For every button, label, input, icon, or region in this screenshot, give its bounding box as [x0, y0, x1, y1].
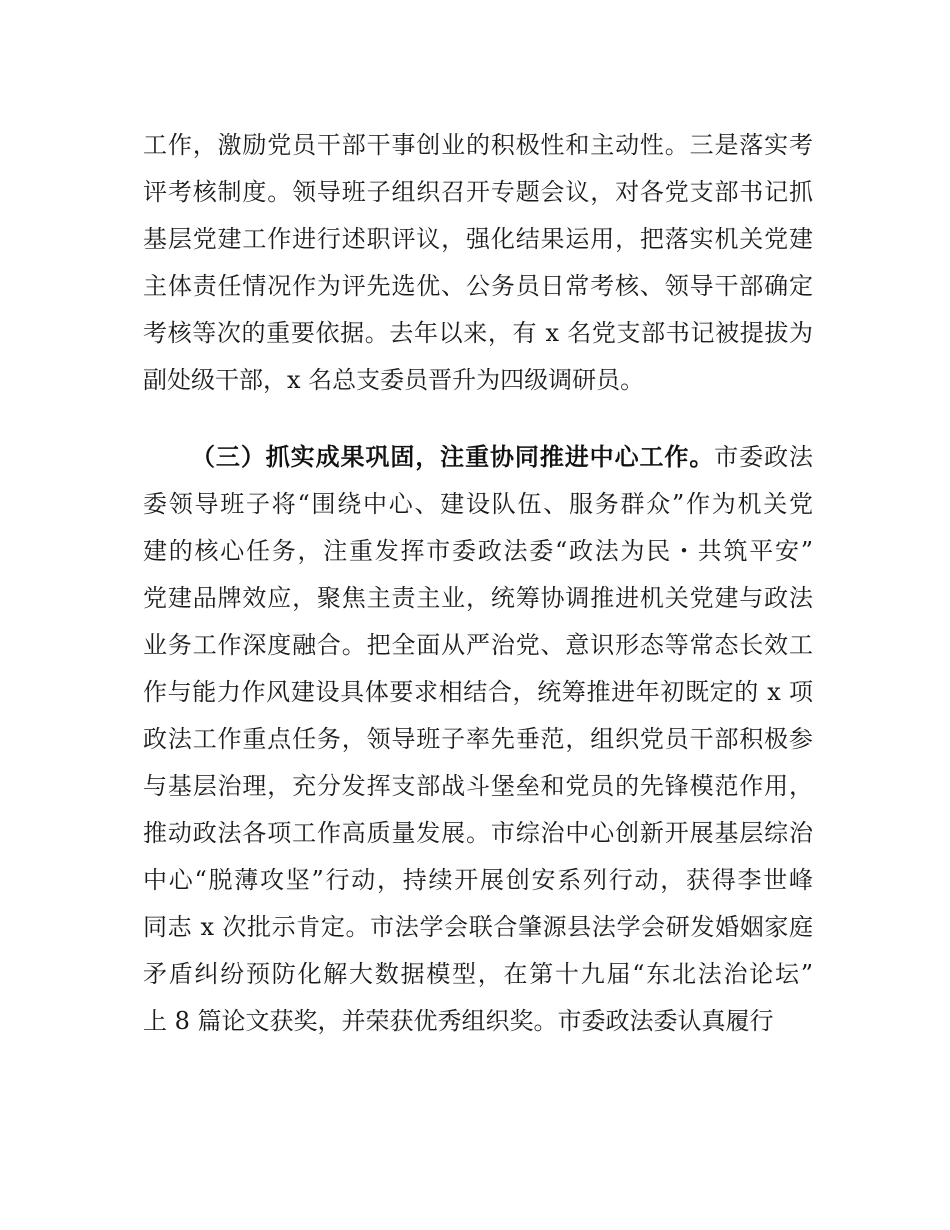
paragraph2-line-6: 作与能力作风建设具体要求相结合，统筹推进年初既定的 x 项	[143, 678, 813, 706]
paragraph2-line-5: 业务工作深度融合。把全面从严治党、意识形态等常态长效工	[143, 631, 813, 659]
paragraph2-line-8: 与基层治理，充分发挥支部战斗堡垒和党员的先锋模范作用，	[143, 772, 813, 800]
paragraph2-line-1	[191, 437, 813, 477]
paragraph1-line-6: 副处级干部，x 名总支委员晋升为四级调研员。	[143, 366, 645, 394]
paragraph1-line-2: 评考核制度。领导班子组织召开专题会议，对各党支部书记抓	[143, 178, 813, 206]
paragraph2-line-9: 推动政法各项工作高质量发展。市综治中心创新开展基层综治	[143, 819, 813, 847]
paragraph1-line-3: 基层党建工作进行述职评议，强化结果运用，把落实机关党建	[143, 225, 813, 253]
paragraph2-line-2: 委领导班子将“围绕中心、建设队伍、服务群众”作为机关党	[143, 490, 813, 518]
section-heading: （三）抓实成果巩固，注重协同推进中心工作。	[191, 443, 715, 471]
paragraph2-line-10: 中心“脱薄攻坚”行动，持续开展创安系列行动，获得李世峰	[143, 866, 813, 894]
paragraph2-line-7: 政法工作重点任务，领导班子率先垂范，组织党员干部积极参	[143, 725, 813, 753]
paragraph2-line-12: 矛盾纠纷预防化解大数据模型，在第十九届“东北法治论坛”	[143, 960, 813, 988]
paragraph2-line-11: 同志 x 次批示肯定。市法学会联合肇源县法学会研发婚姻家庭	[143, 913, 813, 941]
paragraph1-line-4: 主体责任情况作为评先选优、公务员日常考核、领导干部确定	[143, 272, 813, 300]
paragraph1-line-1: 工作，激励党员干部干事创业的积极性和主动性。三是落实考	[143, 131, 813, 159]
paragraph2-line-3: 建的核心任务，注重发挥市委政法委“政法为民・共筑平安”	[143, 537, 813, 565]
paragraph2-line-13: 上 8 篇论文获奖，并荣获优秀组织奖。市委政法委认真履行	[143, 1007, 774, 1035]
paragraph1-line-5: 考核等次的重要依据。去年以来，有 x 名党支部书记被提拔为	[143, 319, 813, 347]
paragraph2-line-1-rest: 市委政法	[714, 443, 813, 471]
paragraph2-line-4: 党建品牌效应，聚焦主责主业，统筹协调推进机关党建与政法	[143, 584, 813, 612]
